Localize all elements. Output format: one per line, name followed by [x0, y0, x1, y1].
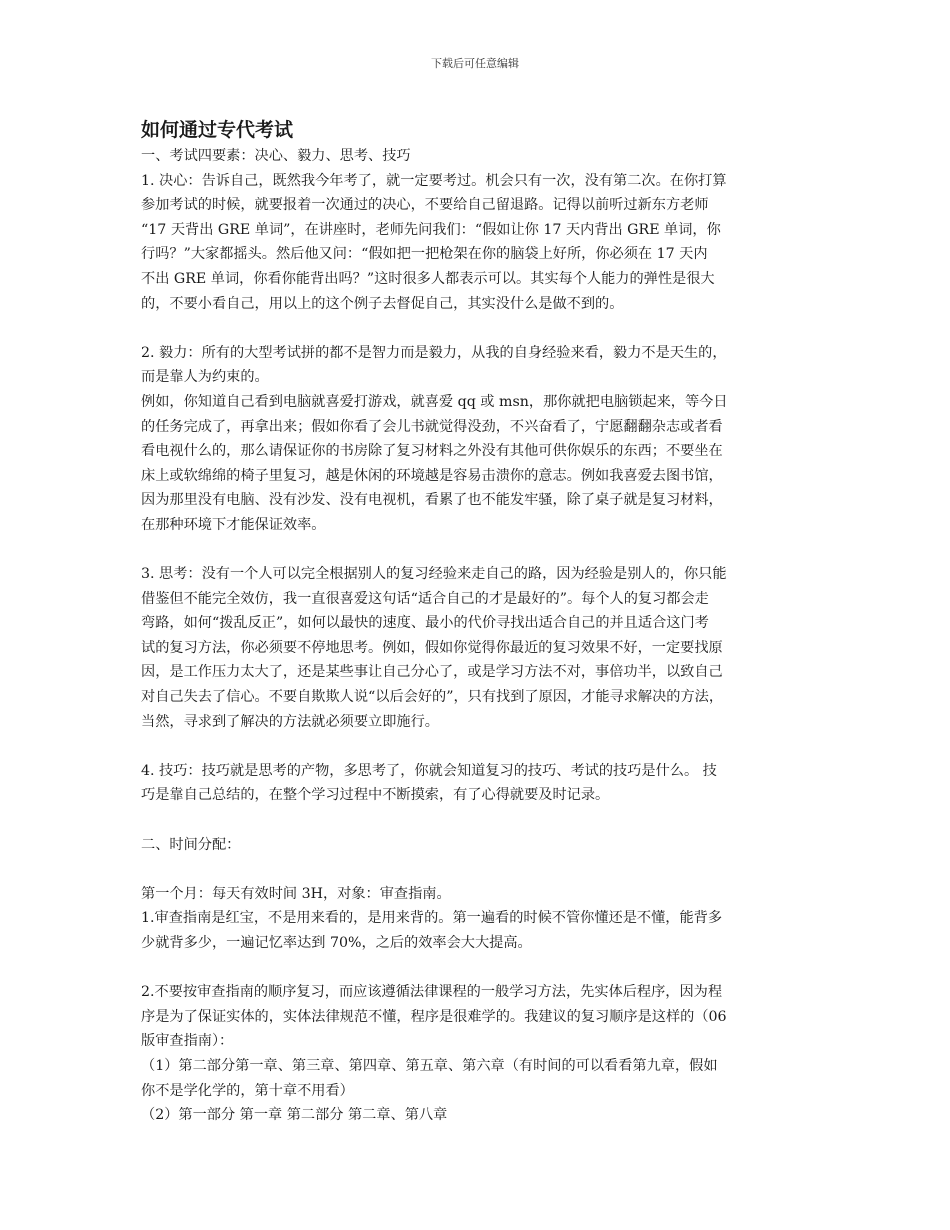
text-line: 序是为了保证实体的，实体法律规范不懂，程序是很难学的。我建议的复习顺序是这样的（06: [141, 1008, 727, 1025]
paragraph-gap: [141, 316, 817, 341]
text-line: 而是靠人为约束的。: [141, 369, 269, 386]
text-line: 因，是工作压力太大了，还是某些事让自己分心了，或是学习方法不对，事倍功半，以致自己: [141, 664, 723, 681]
document-title: 如何通过专代考试: [141, 119, 294, 141]
text-line: 你不是学化学的，第十章不用看）: [141, 1082, 354, 1099]
text-line: 当然，寻求到了解决的方法就必须要立即施行。: [141, 713, 439, 730]
text-line: （2）第一部分 第一章 第二部分 第二章、第八章: [141, 1107, 448, 1124]
text-line: （1）第二部分第一章、第三章、第四章、第五章、第六章（有时间的可以看看第九章，假如: [141, 1057, 718, 1074]
text-line: 对自己失去了信心。不要自欺欺人说“以后会好的”，只有找到了原因，才能寻求解决的方法，: [141, 689, 724, 706]
document-body: [141, 116, 817, 1128]
text-line: 巧是靠自己总结的，在整个学习过程中不断摸索，有了心得就要及时记录。: [141, 787, 610, 804]
text-line: 试的复习方法，你必须要不停地思考。例如，假如你觉得你最近的复习效果不好，一定要找原: [141, 639, 723, 656]
text-line: 2. 毅力：所有的大型考试拼的都不是智力而是毅力，从我的自身经验来看，毅力不是天生的，: [141, 344, 727, 361]
text-line: 少就背多少，一遍记忆率达到 70%，之后的效率会大大提高。: [141, 935, 532, 951]
text-line: 借鉴但不能完全效仿，我一直很喜爱这句话“适合自己的才是最好的”。每个人的复习都会走: [141, 590, 709, 607]
text-line: 的任务完成了，再拿出来；假如你看了会儿书就觉得没劲，不兴奋看了，宁愿翻翻杂志或者看: [141, 418, 723, 435]
text-line: 二、时间分配：: [141, 836, 241, 853]
document-text: [141, 144, 817, 1128]
page-header: 下载后可任意编辑: [431, 57, 519, 70]
text-line: 1.审查指南是红宝，不是用来看的，是用来背的。第一遍看的时候不管你懂还是不懂，能背多: [141, 910, 723, 927]
text-line: 4. 技巧：技巧就是思考的产物，多思考了，你就会知道复习的技巧、考试的技巧是什么。 技: [141, 762, 717, 779]
text-line: 因为那里没有电脑、没有沙发、没有电视机，看累了也不能发牢骚，除了桌子就是复习材料，: [141, 492, 723, 509]
paragraph-gap: [141, 857, 817, 882]
text-line: 行吗？”大家都摇头。然后他又问：“假如把一把枪架在你的脑袋上好所，你必须在 17 天内: [141, 246, 708, 263]
text-line: 3. 思考：没有一个人可以完全根据别人的复习经验来走自己的路，因为经验是别人的，你只能: [141, 566, 727, 583]
paragraph-gap: [141, 734, 817, 759]
text-line: 看电视什么的，那么请保证你的书房除了复习材料之外没有其他可供你娱乐的东西；不要坐在: [141, 443, 723, 460]
text-line: 在那种环境下才能保证效率。: [141, 516, 326, 533]
text-line: 版审查指南）：: [141, 1033, 234, 1050]
text-line: 1. 决心：告诉自己，既然我今年考了，就一定要考过。机会只有一次，没有第二次。在你打算: [141, 172, 727, 189]
paragraph-gap: [141, 538, 817, 563]
text-line: 第一个月：每天有效时间 3H，对象：审查指南。: [141, 885, 451, 902]
text-line: 例如，你知道自己看到电脑就喜爱打游戏，就喜爱 qq 或 msn，那你就把电脑锁起来，等今日: [141, 393, 728, 410]
text-line: 2.不要按审查指南的顺序复习，而应该遵循法律课程的一般学习方法，先实体后程序，因为程: [141, 984, 723, 1001]
paragraph-gap: [141, 956, 817, 981]
text-line: 的，不要小看自己，用以上的这个例子去督促自己，其实没什么是做不到的。: [141, 295, 624, 312]
text-line: 不出 GRE 单词，你看你能背出吗？”这时很多人都表示可以。其实每个人能力的弹性是很大: [141, 270, 715, 287]
text-line: 参加考试的时候，就要报着一次通过的决心，不要给自己留退路。记得以前听过新东方老师: [141, 197, 709, 214]
text-line: “17 天背出 GRE 单词”，在讲座时，老师先问我们：“假如让你 17 天内背出 GRE 单词，你: [141, 221, 721, 238]
text-line: 床上或软绵绵的椅子里复习，越是休闲的环境越是容易击溃你的意志。例如我喜爱去图书馆，: [141, 467, 723, 484]
paragraph-gap: [141, 808, 817, 833]
text-line: 弯路，如何“拨乱反正”，如何以最快的速度、最小的代价寻找出适合自己的并且适合这门考: [141, 615, 709, 632]
text-line: 一、考试四要素：决心、毅力、思考、技巧: [141, 148, 411, 164]
